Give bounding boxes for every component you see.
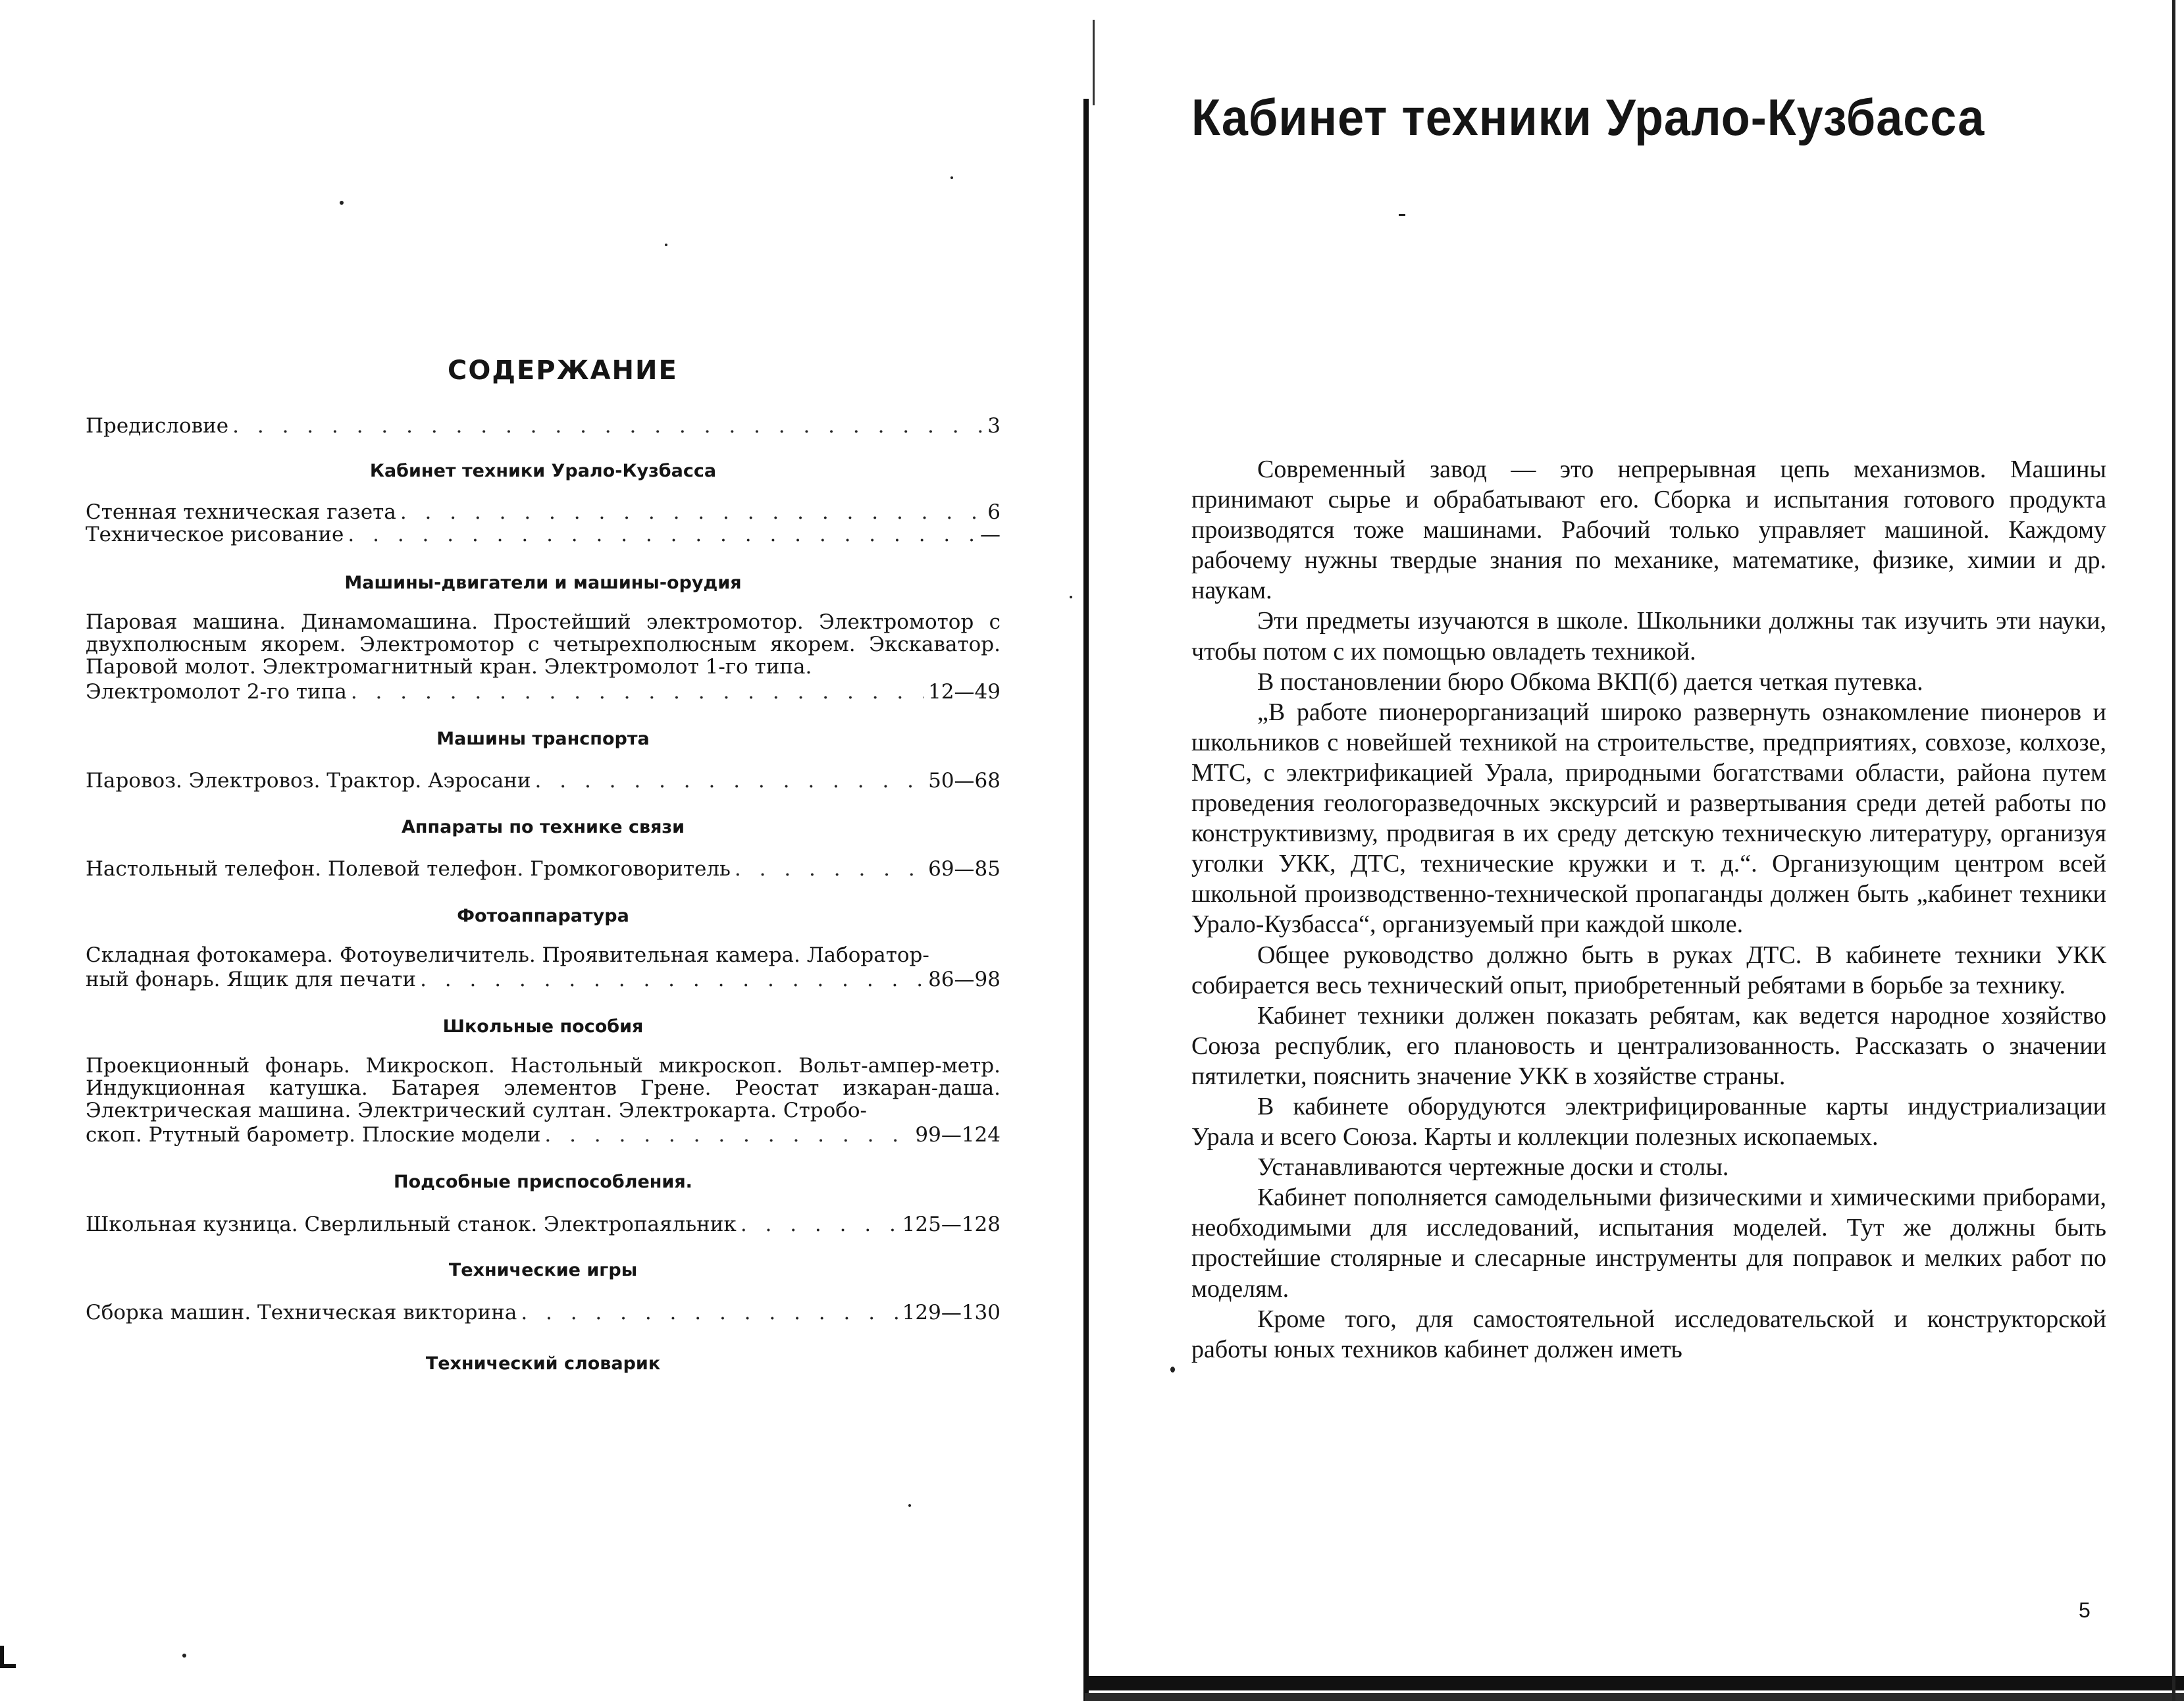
toc-entry-text: Сборка машин. Техническая викторина (86, 1301, 517, 1324)
toc-entry[interactable] (86, 1122, 1001, 1148)
toc-section-heading: Машины транспорта (436, 729, 650, 749)
toc-leader-dots (351, 679, 924, 705)
paragraph: Устанавливаются чертежные доски и столы. (1257, 1153, 1729, 1182)
toc-leader-dots (348, 521, 976, 548)
toc-entry-text: Предисловие (86, 414, 229, 438)
toc-entry-preface[interactable] (86, 413, 1001, 439)
toc-title: СОДЕРЖАНИЕ (448, 355, 678, 386)
paragraph: Эти предметы изучаются в школе. Школьники должны так изучить эти науки, чтобы потом с их помощью овладеть техникой. (1191, 607, 2106, 666)
toc-section-body: Проекционный фонарь. Микроскоп. Настольный микроскоп. Вольт-ампер-метр. Индукционная катушка. Батарея элементов Грене. Реостат изкаран-даша. Электрическая машина. Электрический султан. Электрокарта. Стробо- (86, 1054, 1001, 1122)
paragraph: Кабинет пополняется самодельными физическими и химическими приборами, необходимыми для исследований, испытания моделей. Тут же должны быть простейшие столярные и слесарные инструменты для поправок и мелких работ по моделям. (1191, 1184, 2106, 1303)
toc-section-body: Паровая машина. Динамомашина. Простейший электромотор. Электромотор с двухполюсным якорем. Электромотор с четырехполюсным якорем. Экскаватор. Паровой молот. Электромагнитный кран. Электромолот 1-го типа. (86, 610, 1001, 679)
toc-section-heading: Школьные пособия (442, 1016, 644, 1037)
toc-entry[interactable] (86, 521, 1001, 548)
paragraph: Кабинет техники должен показать ребятам, как ведется народное хозяйство Союза республик, его плановость и централизованность. Рассказать о значении пятилетки, пояснить значение УКК в хозяйстве страны. (1191, 1001, 2106, 1090)
toc-section-heading: Технический словарик (425, 1353, 661, 1374)
toc-entry-text: Настольный телефон. Полевой телефон. Громкоговоритель (86, 857, 731, 881)
toc-page-number: 125—128 (902, 1213, 1001, 1236)
toc-page-number: 50—68 (928, 769, 1001, 793)
toc-page-number: 69—85 (928, 857, 1001, 881)
toc-leader-dots (232, 413, 983, 439)
toc-page-number: 86—98 (928, 968, 1001, 991)
toc-leader-dots (535, 768, 925, 794)
paragraph: Общее руководство должно быть в руках ДТС. В кабинете техники УКК собирается весь технический опыт, приобретенный ребятами в борьбе за технику. (1191, 941, 2106, 999)
page-number: 5 (2079, 1598, 2091, 1622)
toc-entry-text: Школьная кузница. Сверлильный станок. Электропаяльник (86, 1213, 737, 1236)
toc-entry-text: Электромолот 2-го типа (86, 680, 347, 704)
toc-section-heading: Технические игры (448, 1260, 638, 1280)
chapter-body (1191, 454, 2106, 1365)
toc-section-heading: Фотоаппаратура (457, 906, 629, 926)
toc-entry[interactable] (86, 1299, 1001, 1326)
paragraph: В постановлении бюро Обкома ВКП(б) дается четкая путевка. (1257, 667, 1923, 696)
toc-section-heading: Кабинет техники Урало-Кузбасса (369, 461, 717, 481)
toc-page-number: 129—130 (902, 1301, 1001, 1324)
toc-page-number: 12—49 (928, 680, 1001, 704)
toc-entry-text: ный фонарь. Ящик для печати (86, 968, 417, 991)
toc-entry-text: скоп. Ртутный барометр. Плоские модели (86, 1123, 541, 1147)
paragraph: „В работе пионерорганизаций широко развернуть ознакомление пионеров и школьников с новейшей техникой на строительстве, предприятиях, совхозе, колхозе, МТС, с электрификацией Урала, природными богатствами области, района путем проведения геологоразведочных экскурсий и развертывания среди детей работы по конструктивизму, продвигая в их среду детскую техническую литературу, организуя уголки УКК, ДТС, технические кружки и т. д.“. Организующим центром всей школьной производственно-технической пропаганды должен быть „кабинет техники Урало-Кузбасса“, организуемый при каждой школе. (1191, 698, 2106, 939)
toc-leader-dots (420, 966, 924, 993)
toc-leader-dots (735, 856, 924, 882)
toc-entry[interactable] (86, 856, 1001, 882)
left-page (0, 0, 1085, 1701)
toc-leader-dots (544, 1122, 911, 1148)
toc-entry[interactable] (86, 768, 1001, 794)
paragraph: В кабинете оборудуются электрифицированные карты индустриализации Урала и всего Союза. Карты и коллекции полезных ископаемых. (1191, 1092, 2106, 1151)
toc-page-number: 6 (987, 500, 1001, 524)
toc-entry-text: Стенная техническая газета (86, 500, 396, 524)
toc-section-heading: Подсобные приспособления. (394, 1172, 692, 1192)
toc-entry[interactable] (86, 679, 1001, 705)
toc-section-heading: Машины-двигатели и машины-орудия (344, 573, 742, 593)
toc-section-heading: Аппараты по технике связи (401, 817, 685, 837)
paragraph: Кроме того, для самостоятельной исследовательской и конструкторской работы юных техников кабинет должен иметь (1191, 1305, 2106, 1363)
toc-page-number: 99—124 (915, 1123, 1001, 1147)
toc-entry-text: Техническое рисование (86, 523, 344, 546)
toc-leader-dots (521, 1299, 898, 1326)
toc-entry[interactable] (86, 966, 1001, 993)
chapter-title: Кабинет техники Урало-Кузбасса (1191, 90, 1985, 147)
toc-section-body: Складная фотокамера. Фотоувеличитель. Проявительная камера. Лаборатор- (86, 943, 929, 967)
paragraph: Современный завод — это непрерывная цепь механизмов. Машины принимают сырье и обрабатывают его. Сборка и испытания готового продукта производятся тоже машинами. Рабочий только управляет машиной. Каждому рабочему нужны твердые знания по механике, математике, физике, химии и др. наукам. (1191, 456, 2106, 605)
toc-leader-dots (741, 1211, 898, 1238)
toc-page-number: 3 (987, 414, 1001, 438)
toc-page-number: — (980, 523, 1001, 546)
toc-entry-text: Паровоз. Электровоз. Трактор. Аэросани (86, 769, 531, 793)
toc-entry[interactable] (86, 1211, 1001, 1238)
